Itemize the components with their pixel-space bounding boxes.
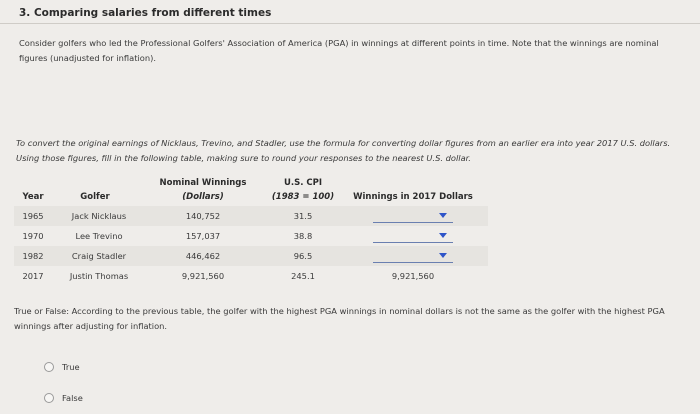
option-true[interactable] <box>44 362 80 372</box>
cell-golfer: Craig Stadler <box>52 246 138 266</box>
cell-nominal: 157,037 <box>138 226 268 246</box>
cell-year: 1970 <box>14 226 52 246</box>
question-title: 3. Comparing salaries from different times <box>19 7 272 19</box>
header-nominal-unit: (Dollars) <box>182 192 224 202</box>
cell-winnings-2017: 9,921,560 <box>338 266 488 286</box>
radio-false[interactable] <box>44 393 54 403</box>
option-true-label: True <box>62 362 80 372</box>
header-nominal <box>138 176 268 206</box>
title-divider <box>0 23 700 24</box>
winnings-dropdown-nicklaus[interactable] <box>373 209 453 223</box>
header-cpi <box>268 176 338 206</box>
option-false-label: False <box>62 393 83 403</box>
cell-year: 1965 <box>14 206 52 226</box>
cell-year: 2017 <box>14 266 52 286</box>
cell-cpi: 96.5 <box>268 246 338 266</box>
dropdown-arrow-icon <box>439 253 447 258</box>
option-false[interactable] <box>44 393 83 403</box>
header-winnings-2017: Winnings in 2017 Dollars <box>353 192 473 202</box>
header-golfer: Golfer <box>80 192 110 202</box>
cell-year: 1982 <box>14 246 52 266</box>
cell-golfer: Jack Nicklaus <box>52 206 138 226</box>
table-row <box>14 206 488 226</box>
table-header-row <box>14 176 488 206</box>
cell-cpi: 38.8 <box>268 226 338 246</box>
cell-nominal: 140,752 <box>138 206 268 226</box>
radio-true[interactable] <box>44 362 54 372</box>
true-false-question: True or False: According to the previous table, the golfer with the highest PGA winnings in nominal dollars is not the same as the golfer with the highest PGA winnings after adjusting for inflation. <box>14 306 665 331</box>
table-row <box>14 266 488 286</box>
cell-cpi: 31.5 <box>268 206 338 226</box>
header-year: Year <box>22 192 44 202</box>
table-row <box>14 226 488 246</box>
cell-nominal: 446,462 <box>138 246 268 266</box>
cell-nominal: 9,921,560 <box>138 266 268 286</box>
intro-text: Consider golfers who led the Professional Golfers' Association of America (PGA) in winnings at different points in time. Note that the winnings are nominal figures (unadjusted for inflation). <box>19 38 659 63</box>
header-cpi-label: U.S. CPI <box>283 178 323 188</box>
winnings-dropdown-trevino[interactable] <box>373 229 453 243</box>
header-nominal-label: Nominal Winnings <box>159 178 247 188</box>
winnings-dropdown-stadler[interactable] <box>373 249 453 263</box>
header-cpi-base: (1983 = 100) <box>271 192 335 202</box>
cell-winnings-2017 <box>338 206 488 226</box>
cell-golfer: Lee Trevino <box>52 226 138 246</box>
cell-winnings-2017 <box>338 246 488 266</box>
dropdown-arrow-icon <box>439 233 447 238</box>
dropdown-arrow-icon <box>439 213 447 218</box>
instructions-text: To convert the original earnings of Nicklaus, Trevino, and Stadler, use the formula for converting dollar figures from an earlier era into year 2017 U.S. dollars. Using those figures, fill in the following table, making sure to round your responses to the nearest U.S. dollar. <box>16 138 671 163</box>
cell-winnings-2017 <box>338 226 488 246</box>
salaries-table <box>14 176 488 286</box>
cell-golfer: Justin Thomas <box>52 266 138 286</box>
table-row <box>14 246 488 266</box>
cell-cpi: 245.1 <box>268 266 338 286</box>
